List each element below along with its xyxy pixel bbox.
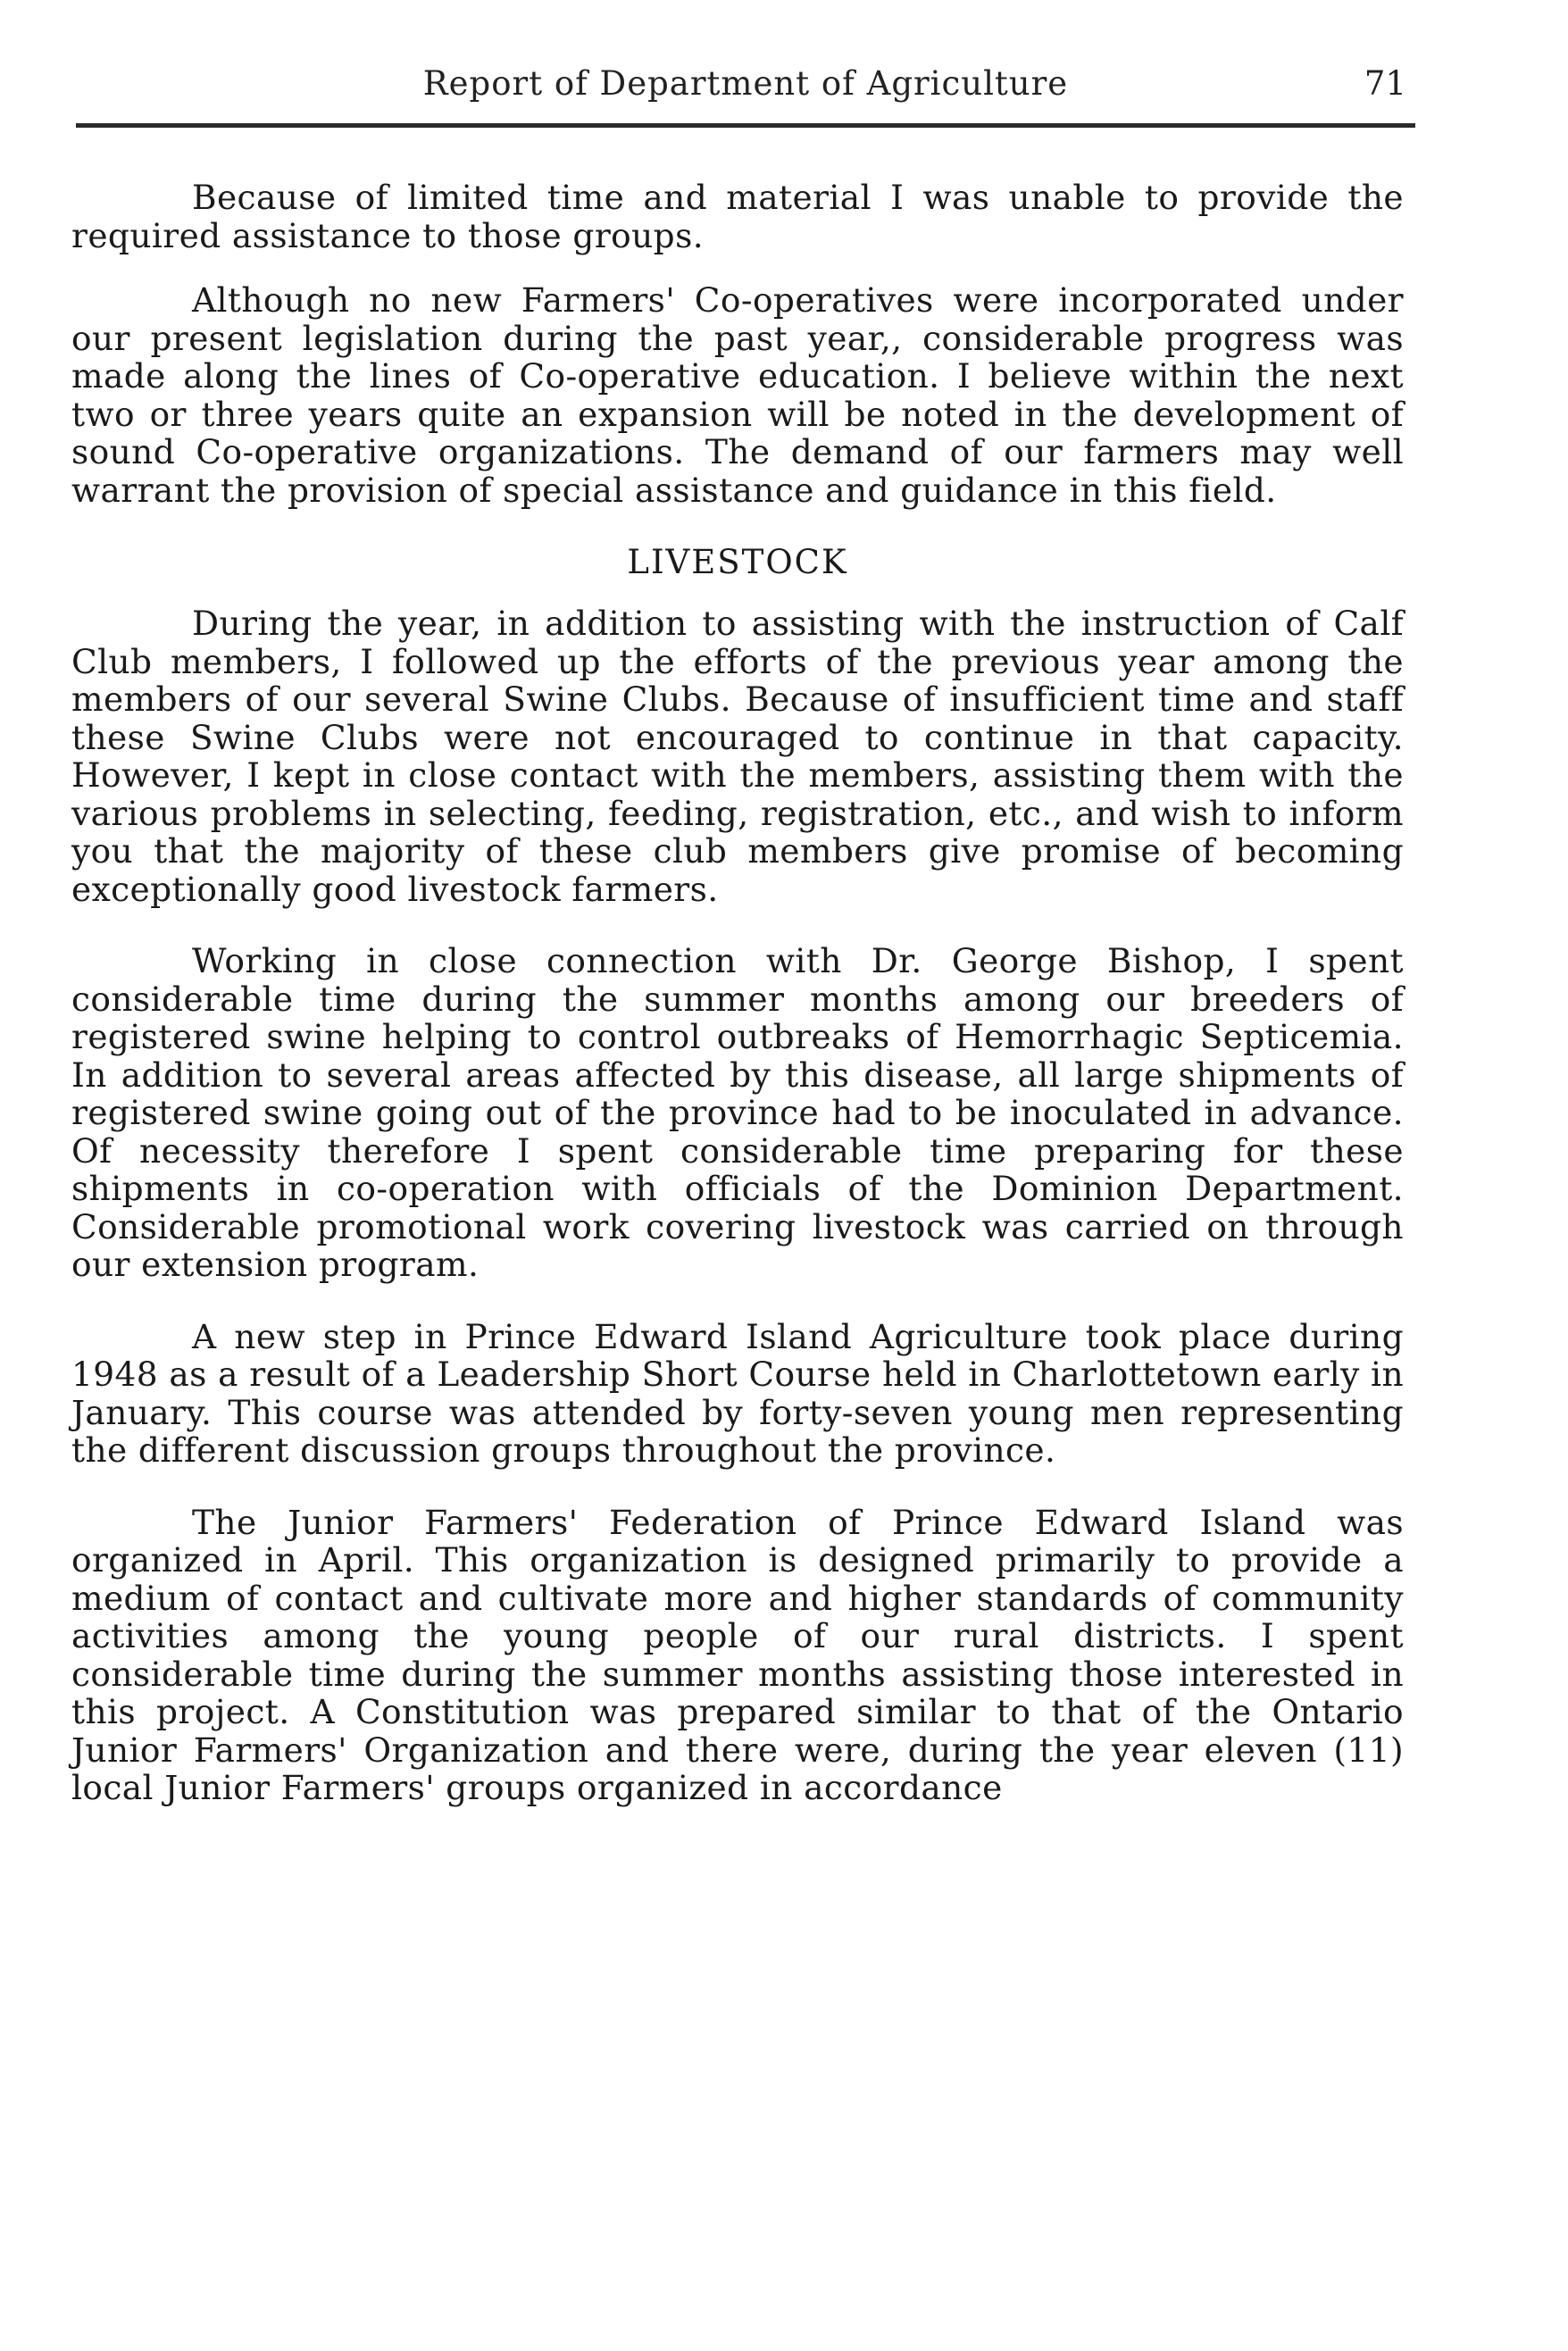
page-body [71,179,1404,1841]
page-header [76,64,1415,118]
header-rule [76,123,1415,128]
page-number: 71 [1364,64,1406,103]
section-heading: LIVESTOCK [627,543,848,581]
paragraph: During the year, in addition to assisting with the instruction of Calf Club members, I followed up the efforts of the previous year among the members of our several Swine Clubs. Because of insufficient time and staff these Swine Clubs were not encouraged to continue in that capacity. However, I kept in close contact with the members, assisting them with the various problems in selecting, feeding, registration, etc., and wish to inform you that the majority of these club members give promise of becoming exceptionally good livestock farmers. [71,604,1404,909]
paragraph: Although no new Farmers' Co-operatives were incorporated under our present legislation during the past year,, considerable progress was made along the lines of Co-operative education. I believe within the next two or three years quite an expansion will be noted in the development of sound Co-operative organizations. The demand of our farmers may well warrant the provision of special assistance and guidance in this field. [71,280,1404,510]
running-title: Report of Department of Agriculture [422,64,1069,103]
paragraph: A new step in Prince Edward Island Agriculture took place during 1948 as a result of a Leadership Short Course held in Charlottetown early in January. This course was attended by forty-seven young men representing the different discussion groups throughout the province. [71,1316,1404,1470]
paragraph: Working in close connection with Dr. George Bishop, I spent considerable time during the summer months among our breeders of registered swine helping to control outbreaks of Hemorrhagic Septicemia. In addition to several areas affected by this disease, all large shipments of registered swine going out of the province had to be inoculated in advance. Of necessity therefore I spent considerable time preparing for these shipments in co-operation with officials of the Dominion Department. Considerable promotional work covering livestock was carried on through our extension program. [71,941,1404,1284]
paragraph: The Junior Farmers' Federation of Prince Edward Island was organized in April. This organization is designed primarily to provide a medium of contact and cultivate more and higher standards of community activities among the young people of our rural districts. I spent considerable time during the summer months assisting those interested in this project. A Constitution was prepared similar to that of the Ontario Junior Farmers' Organization and there were, during the year eleven (11) local Junior Farmers' groups organized in accordance [71,1502,1404,1807]
paragraph: Because of limited time and material I was unable to provide the required assistance to those groups. [71,178,1404,255]
